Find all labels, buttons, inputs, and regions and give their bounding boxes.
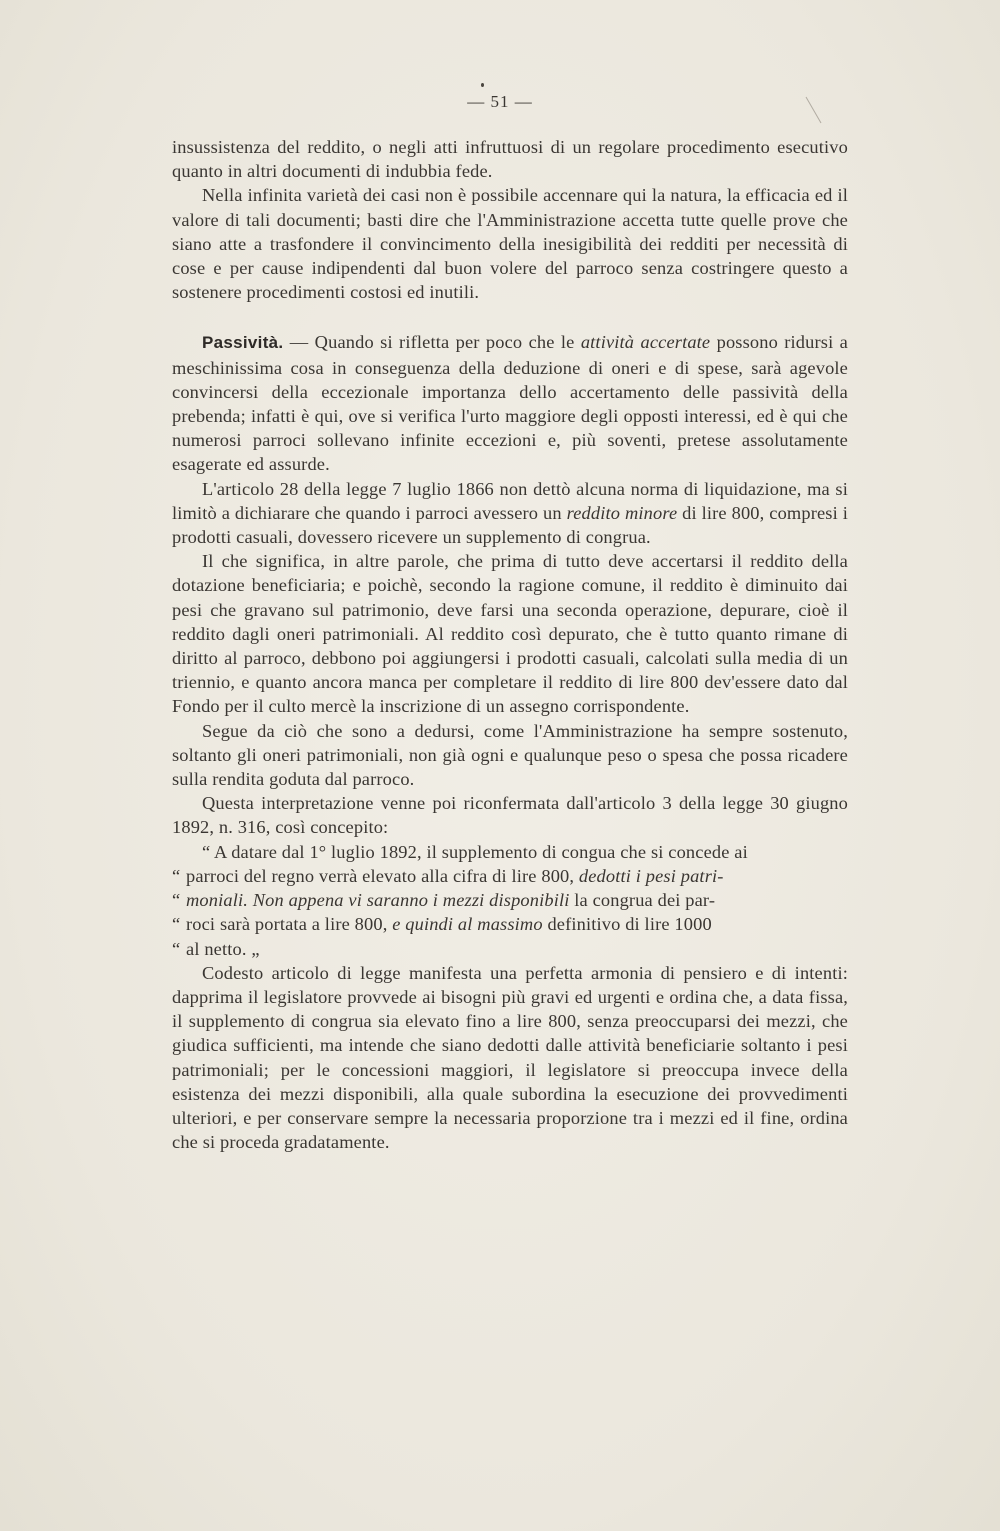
quote-line-3-text: la congrua dei par- bbox=[569, 890, 716, 911]
body-text bbox=[172, 135, 848, 1154]
quote-line-3-emphasis: moniali. Non appena vi saranno i mezzi disponibili bbox=[186, 890, 570, 911]
page-number: — 51 — bbox=[467, 92, 533, 111]
quote-line-2 bbox=[172, 864, 848, 888]
paragraph-articolo-28 bbox=[172, 477, 848, 550]
paragraph-7: Questa interpretazione venne poi riconfermata dall'articolo 3 della legge 30 giugno 1892, n. 316, così concepito: bbox=[172, 793, 848, 838]
paragraph-6: Segue da ciò che sono a dedursi, come l'Amministrazione ha sempre sostenuto, soltanto gli oneri patrimoniali, non già ogni e qualunque peso o spesa che possa ricadere sulla rendita goduta dal parroco. bbox=[172, 720, 848, 790]
paragraph-5: Il che significa, in altre parole, che prima di tutto deve accertarsi il reddito della dotazione beneficiaria; e poichè, secondo la ragione comune, il reddito è diminuito dai pesi che gravano sul patrimonio, deve farsi una seconda operazione, depurare, cioè il reddito dagli oneri patrimoniali. Al reddito così depurato, che è tutto quanto rimane di diritto al parroco, debbono poi aggiungersi i prodotti casuali, calcolati sulla media di un triennio, e quanto ancora manca per completare il reddito di lire 800 dev'essere dato dal Fondo per il culto mercè la inscrizione di un assegno corrispondente. bbox=[172, 551, 848, 717]
quote-mark: “ bbox=[172, 914, 181, 935]
quote-line-2-emphasis: dedotti i pesi patri- bbox=[578, 865, 724, 886]
paragraph-passivita-text-a: — Quando si rifletta per poco che le bbox=[283, 332, 581, 353]
quote-mark: “ bbox=[172, 890, 181, 911]
quote-mark: “ bbox=[172, 938, 181, 959]
quote-line-2-text: parroci del regno verrà elevato alla cifra di lire 800, bbox=[186, 865, 579, 886]
quote-mark: “ bbox=[172, 865, 181, 886]
paragraph-2: Nella infinita varietà dei casi non è possibile accennare qui la natura, la efficacia ed il valore di tali documenti; basti dire che l'Amministrazione accetta tutte quelle prove che siano atte a trasfondere il convincimento della inesigibilità dei redditi per necessità di cose e per cause indipendenti dal buon volere del parroco senza costringere questo a sostenere procedimenti costosi ed inutili. bbox=[172, 185, 848, 303]
paragraph-passivita-text-b: possono ridursi a meschinissima cosa in conseguenza della deduzione di oneri e di spese, sarà agevole convincersi della eccezionale importanza dello accertamento delle passività della prebenda; infatti è qui, ove si verifica l'urto maggiore degli opposti interessi, ed è qui che numerosi parroci sollevano infinite eccezioni e, più soventi, pretese assolutamente esagerate ed assurde. bbox=[172, 332, 848, 475]
paragraph-articolo-28-text-a: L'articolo 28 della legge 7 luglio 1866 non dettò alcuna norma di liquidazione, ma si limitò a dichiarare che quando i parroci avessero un bbox=[172, 478, 848, 523]
quote-line-3 bbox=[172, 888, 848, 912]
quote-line-4-emphasis: e quindi al massimo bbox=[392, 914, 543, 935]
quote-line-4-text-a: roci sarà portata a lire 800, bbox=[186, 914, 393, 935]
quote-line-5-text: al netto. „ bbox=[186, 938, 260, 959]
paragraph-8: Codesto articolo di legge manifesta una perfetta armonia di pensiero e di intenti: dapprima il legislatore provvede ai bisogni più gravi ed urgenti e ordina che, a data fissa, il supplemento di congrua sia elevato fino a lire 800, senza preoccuparsi dei mezzi, che giudica sufficienti, ma intende che siano dedotti dalle attività beneficiarie soltanto i pesi patrimoniali; per le concessioni maggiori, il legislatore si preoccupa invece della esistenza dei mezzi disponibili, alla quale subordina la esecuzione dei provvedimenti ulteriori, e per conservare sempre la necessaria proporzione tra i mezzi ed il fine, ordina che si proceda gradatamente. bbox=[172, 962, 848, 1153]
ink-dot bbox=[481, 83, 484, 87]
quote-line-4 bbox=[172, 912, 848, 936]
quote-line-5 bbox=[172, 937, 848, 961]
paragraph-passivita bbox=[172, 330, 848, 476]
section-heading: Passività. bbox=[202, 333, 284, 353]
paragraph-articolo-28-text-b: di lire 800, compresi i prodotti casuali, dovessero ricevere un supplemento di congrua. bbox=[172, 502, 848, 548]
paragraph-articolo-28-emphasis: reddito minore bbox=[566, 502, 678, 523]
quote-line-1: “ A datare dal 1° luglio 1892, il supplemento di congua che si concede ai bbox=[202, 841, 748, 862]
quote-line-4-text-b: definitivo di lire 1000 bbox=[542, 914, 712, 935]
law-quote bbox=[172, 840, 848, 961]
paragraph-1: insussistenza del reddito, o negli atti infruttuosi di un regolare procedimento esecutivo quanto in altri documenti di indubbia fede. bbox=[172, 137, 848, 182]
paragraph-passivita-emphasis: attività accertate bbox=[580, 332, 711, 353]
